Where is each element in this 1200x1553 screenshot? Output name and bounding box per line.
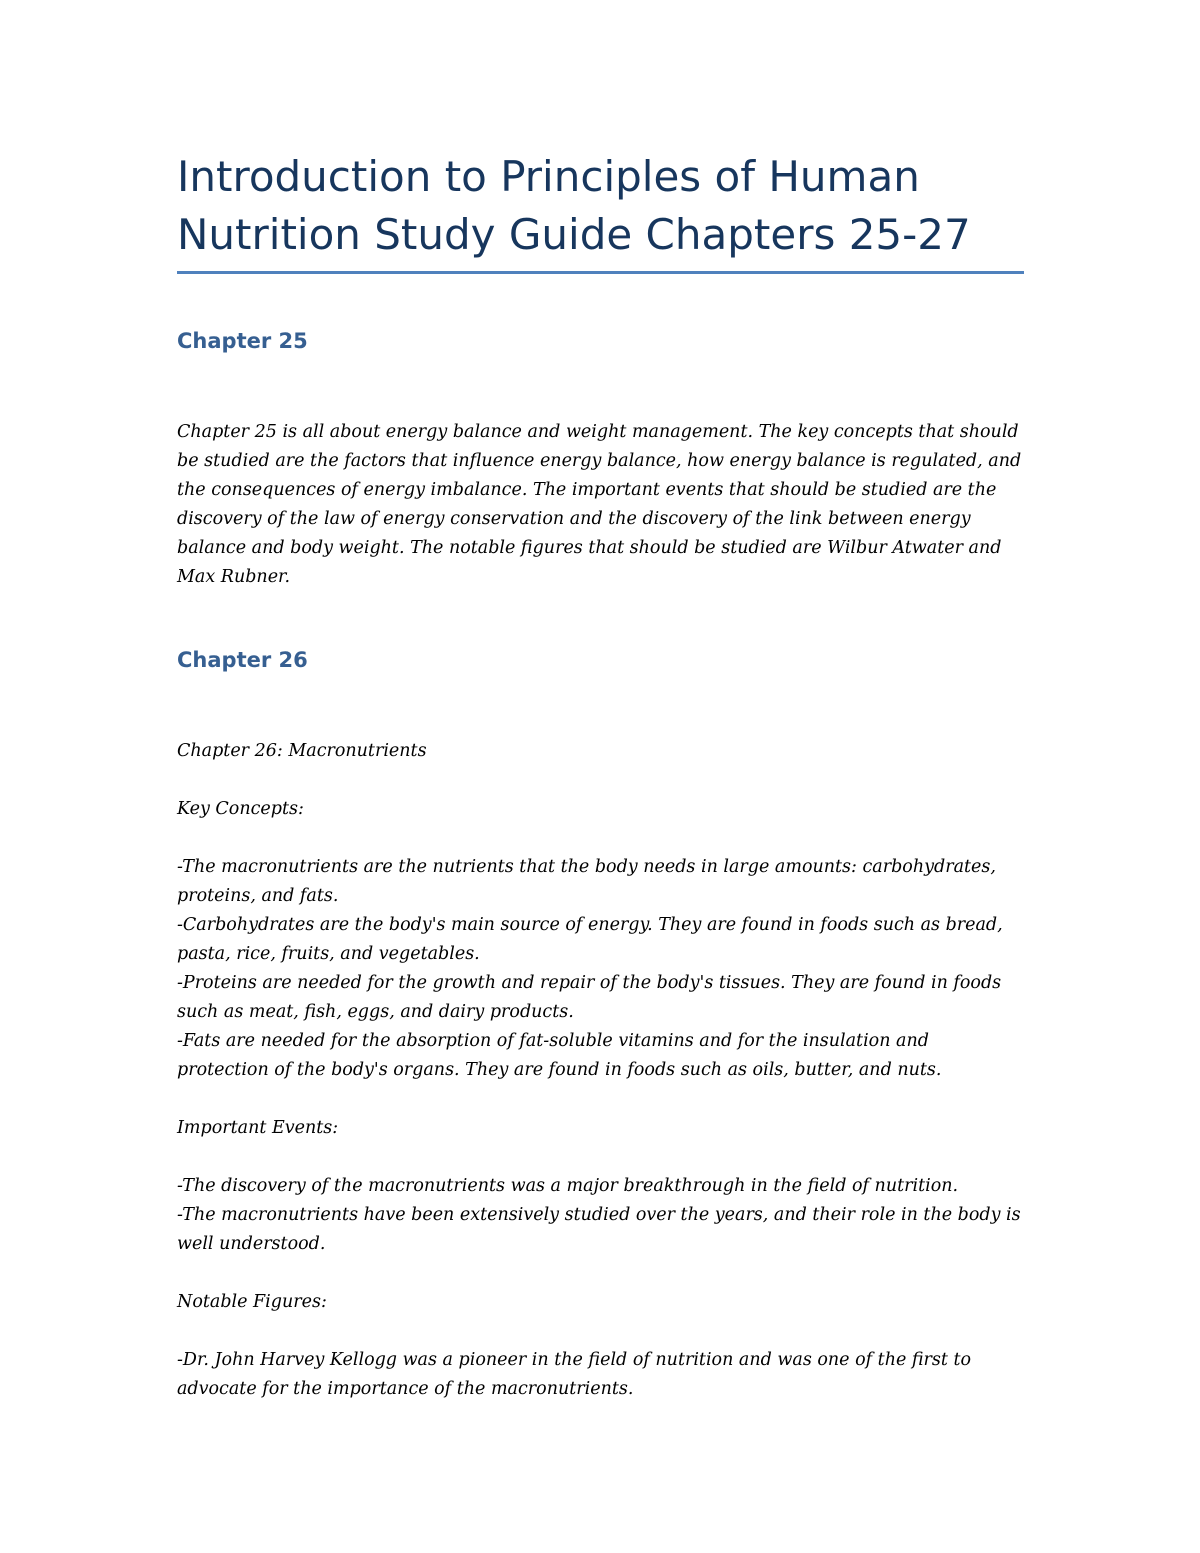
title-line-2: Nutrition Study Guide Chapters 25-27 — [177, 210, 971, 259]
notable-figures-label: Notable Figures: — [177, 1292, 327, 1312]
chapter-25-paragraph — [177, 418, 1022, 592]
chapter-26-heading: Chapter 26 — [177, 648, 308, 672]
list-item: -The macronutrients are the nutrients that the body needs in large amounts: carbohydrates, — [177, 857, 996, 877]
chapter-26-subtitle: Chapter 26: Macronutrients — [177, 741, 427, 761]
list-item: well understood. — [177, 1234, 326, 1254]
paragraph-line: the consequences of energy imbalance. The important events that should be studied are the — [177, 480, 997, 500]
list-item: protection of the body's organs. They are found in foods such as oils, butter, and nuts. — [177, 1060, 942, 1080]
paragraph-line: balance and body weight. The notable figures that should be studied are Wilbur Atwater and — [177, 538, 1002, 558]
list-item: pasta, rice, fruits, and vegetables. — [177, 944, 480, 964]
list-item: -Fats are needed for the absorption of fat-soluble vitamins and for the insulation and — [177, 1031, 929, 1051]
paragraph-line: Max Rubner. — [177, 567, 291, 587]
paragraph-line: be studied are the factors that influence energy balance, how energy balance is regulated, and — [177, 451, 1022, 471]
key-concepts-list — [177, 853, 1022, 1085]
key-concepts-label: Key Concepts: — [177, 799, 304, 819]
chapter-25-heading: Chapter 25 — [177, 329, 308, 353]
document-title — [177, 148, 1037, 264]
list-item: -Proteins are needed for the growth and repair of the body's tissues. They are found in foods — [177, 973, 1002, 993]
list-item: such as meat, fish, eggs, and dairy products. — [177, 1002, 574, 1022]
list-item: -The discovery of the macronutrients was a major breakthrough in the field of nutrition. — [177, 1176, 959, 1196]
notable-figures-list — [177, 1346, 1022, 1404]
list-item: -Carbohydrates are the body's main source of energy. They are found in foods such as bread, — [177, 915, 1003, 935]
title-line-1: Introduction to Principles of Human — [177, 152, 920, 201]
list-item: -Dr. John Harvey Kellogg was a pioneer in the field of nutrition and was one of the first to — [177, 1350, 972, 1370]
important-events-label: Important Events: — [177, 1118, 339, 1138]
list-item: advocate for the importance of the macronutrients. — [177, 1379, 634, 1399]
important-events-list — [177, 1172, 1022, 1259]
list-item: proteins, and fats. — [177, 886, 339, 906]
list-item: -The macronutrients have been extensively studied over the years, and their role in the body is — [177, 1205, 1021, 1225]
paragraph-line: discovery of the law of energy conservation and the discovery of the link between energy — [177, 509, 971, 529]
title-underline — [177, 271, 1024, 274]
paragraph-line: Chapter 25 is all about energy balance and weight management. The key concepts that should — [177, 422, 1019, 442]
